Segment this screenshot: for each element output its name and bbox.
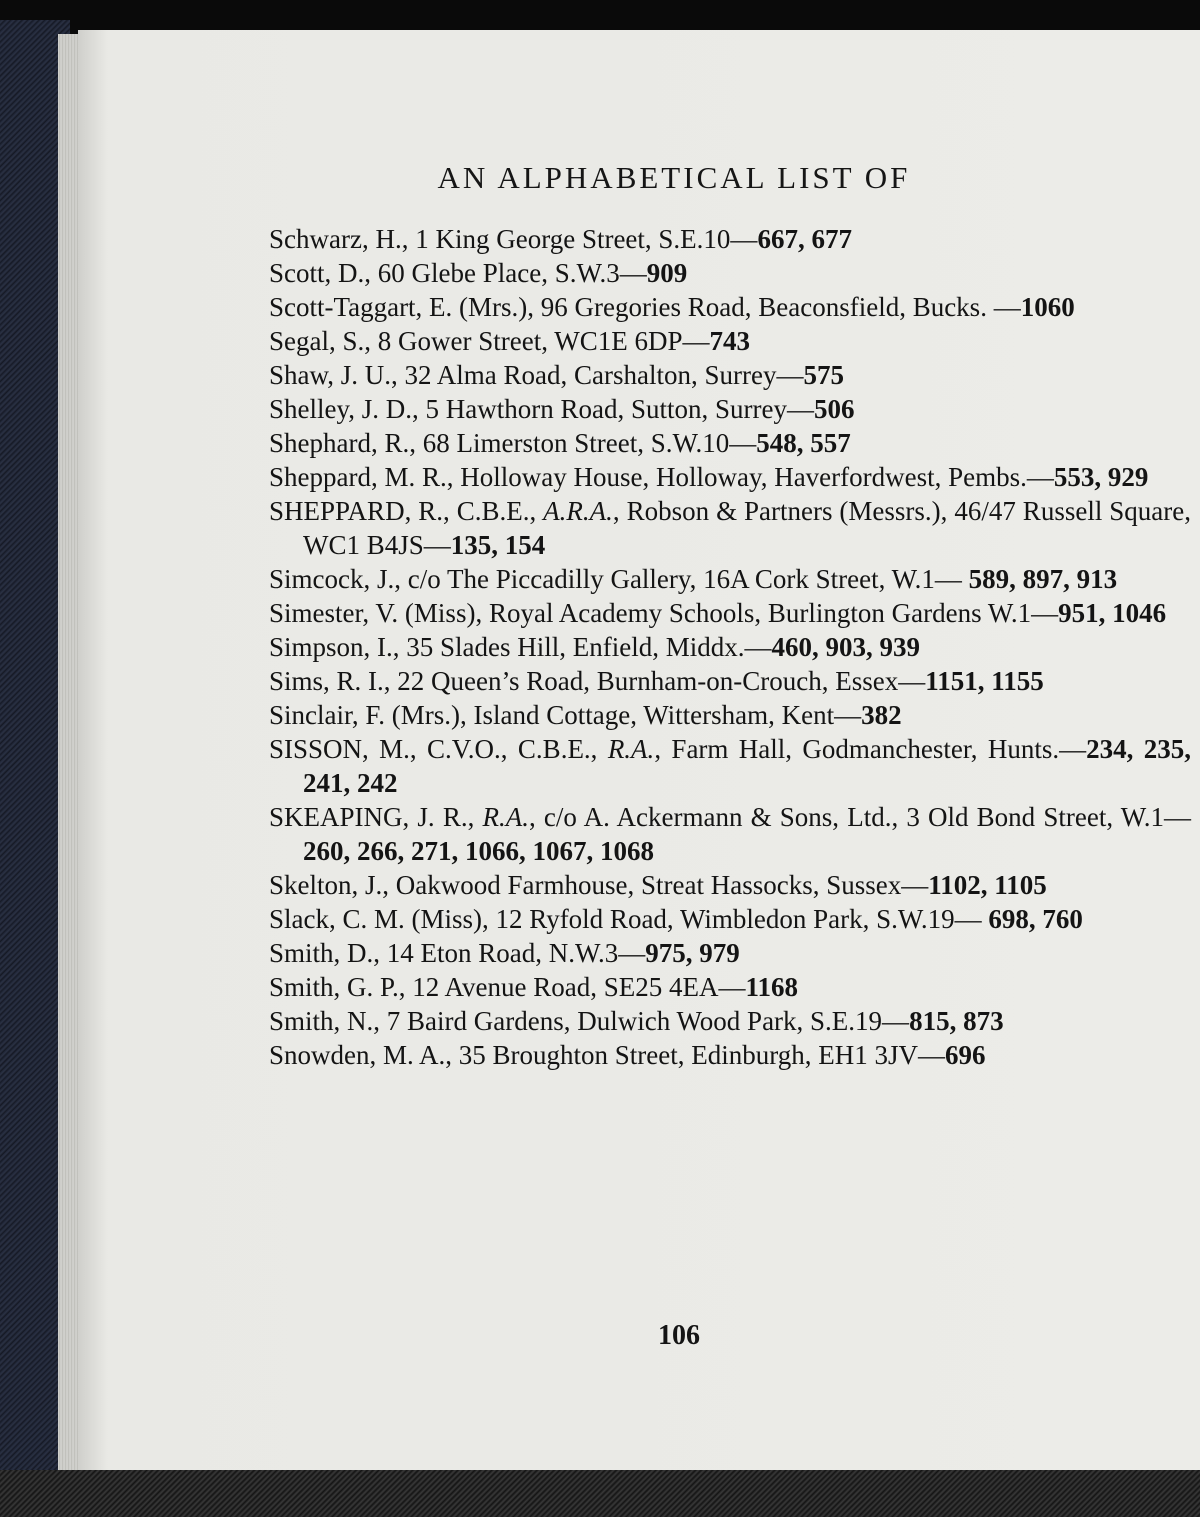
entry-address: Royal Academy Schools, Burlington Gardens W.1— <box>488 598 1059 628</box>
entry-address: 32 Alma Road, Carshalton, Surrey— <box>404 360 804 390</box>
entry-works: 975, 979 <box>645 938 740 968</box>
page-header: AN ALPHABETICAL LIST OF <box>437 160 911 195</box>
entry-name: Scott, D., <box>269 258 378 288</box>
list-item <box>269 358 1191 392</box>
entry-name: SHEPPARD, R., C.B.E., <box>269 496 544 526</box>
cover-bottom-edge <box>0 1470 1200 1517</box>
entry-title: R.A. <box>482 802 530 832</box>
entry-works: 460, 903, 939 <box>771 632 921 662</box>
entry-address: , c/o A. Ackermann & Sons, Ltd., 3 Old Bond Street, W.1— <box>529 802 1191 832</box>
entry-title: R.A. <box>607 734 655 764</box>
entry-name: Skelton, J., <box>269 870 396 900</box>
entry-works: 951, 1046 <box>1058 598 1167 628</box>
entry-address: 96 Gregories Road, Beaconsfield, Bucks. — <box>540 292 1021 322</box>
list-item <box>269 664 1191 698</box>
entry-address: c/o The Piccadilly Gallery, 16A Cork Street, W.1— <box>407 564 969 594</box>
page-number: 106 <box>658 1320 700 1351</box>
list-item <box>269 392 1191 426</box>
entry-address: 68 Limerston Street, S.W.10— <box>422 428 757 458</box>
entry-works: 135, 154 <box>450 530 546 560</box>
entry-works: 698, 760 <box>988 904 1083 934</box>
entry-name: Simester, V. (Miss), <box>269 598 489 628</box>
entry-name: Shaw, J. U., <box>269 360 405 390</box>
entry-works: 553, 929 <box>1053 462 1149 492</box>
entry-address: Island Cottage, Wittersham, Kent— <box>473 700 862 730</box>
entry-works: 1060 <box>1020 292 1075 322</box>
entry-name: Schwarz, H., <box>269 224 416 254</box>
entry-address: 7 Baird Gardens, Dulwich Wood Park, S.E.19— <box>386 1006 910 1036</box>
entry-name: SISSON, M., C.V.O., C.B.E., <box>269 734 608 764</box>
entry-title: A.R.A. <box>543 496 613 526</box>
entry-name: Simpson, I., <box>269 632 407 662</box>
entry-name: Sinclair, F. (Mrs.), <box>269 700 474 730</box>
entry-name: SKEAPING, J. R., <box>269 802 483 832</box>
list-item <box>269 324 1191 358</box>
entry-name: Shelley, J. D., <box>269 394 426 424</box>
entry-works: 589, 897, 913 <box>968 564 1118 594</box>
entry-address: Holloway House, Holloway, Haverfordwest, Pembs.— <box>460 462 1054 492</box>
entry-works: 260, 266, 271, 1066, 1067, 1068 <box>303 836 654 866</box>
entry-list <box>269 222 1191 1072</box>
entry-address: Oakwood Farmhouse, Streat Hassocks, Sussex— <box>395 870 929 900</box>
entry-works: 743 <box>709 326 750 356</box>
list-item <box>269 256 1191 290</box>
entry-works: 1168 <box>745 972 799 1002</box>
entry-name: Slack, C. M. (Miss), <box>269 904 496 934</box>
entry-name: Smith, G. P., <box>269 972 413 1002</box>
entry-name: Segal, S., <box>269 326 378 356</box>
list-item <box>269 1038 1191 1072</box>
list-item <box>269 460 1191 494</box>
list-item <box>269 290 1191 324</box>
entry-address: 22 Queen’s Road, Burnham-on-Crouch, Essex— <box>397 666 926 696</box>
entry-address: 60 Glebe Place, S.W.3— <box>377 258 647 288</box>
list-item <box>269 970 1191 1004</box>
entry-address: 1 King George Street, S.E.10— <box>415 224 758 254</box>
entry-works: 548, 557 <box>756 428 851 458</box>
list-item <box>269 800 1191 868</box>
entry-name: Smith, D., <box>269 938 387 968</box>
entry-works: 667, 677 <box>757 224 852 254</box>
entry-address: , Farm Hall, Godmanchester, Hunts.— <box>654 734 1087 764</box>
list-item <box>269 562 1191 596</box>
entry-works: 815, 873 <box>909 1006 1004 1036</box>
list-item <box>269 902 1191 936</box>
book-page <box>78 30 1200 1470</box>
entry-address: 5 Hawthorn Road, Sutton, Surrey— <box>425 394 814 424</box>
list-item <box>269 630 1191 664</box>
list-item <box>269 596 1191 630</box>
entry-name: Shephard, R., <box>269 428 423 458</box>
entry-address: 12 Avenue Road, SE25 4EA— <box>412 972 746 1002</box>
entry-name: Scott-Taggart, E. (Mrs.), <box>269 292 541 322</box>
entry-name: Snowden, M. A., <box>269 1040 459 1070</box>
entry-works: 506 <box>813 394 855 424</box>
entry-address: 12 Ryfold Road, Wimbledon Park, S.W.19— <box>495 904 989 934</box>
entry-name: Smith, N., <box>269 1006 387 1036</box>
entry-works: 382 <box>861 700 902 730</box>
list-item <box>269 222 1191 256</box>
list-item <box>269 426 1191 460</box>
entry-address: , Robson & Partners (Messrs.), 46/47 Russell Square, WC1 B4JS— <box>303 496 1191 560</box>
list-item <box>269 868 1191 902</box>
list-item <box>269 732 1191 800</box>
entry-works: 1151, 1155 <box>925 666 1044 696</box>
entry-works: 234, 235, 241, 242 <box>303 734 1191 798</box>
list-item <box>269 494 1191 562</box>
list-item <box>269 698 1191 732</box>
list-item <box>269 936 1191 970</box>
entry-name: Sheppard, M. R., <box>269 462 461 492</box>
entry-works: 1102, 1105 <box>928 870 1047 900</box>
entry-works: 909 <box>646 258 688 288</box>
entry-address: 8 Gower Street, WC1E 6DP— <box>377 326 710 356</box>
entry-works: 696 <box>945 1040 986 1070</box>
entry-works: 575 <box>803 360 844 390</box>
entry-address: 35 Slades Hill, Enfield, Middx.— <box>406 632 772 662</box>
entry-address: 35 Broughton Street, Edinburgh, EH1 3JV— <box>458 1040 945 1070</box>
entry-address: 14 Eton Road, N.W.3— <box>386 938 646 968</box>
list-item <box>269 1004 1191 1038</box>
entry-name: Sims, R. I., <box>269 666 398 696</box>
entry-name: Simcock, J., <box>269 564 408 594</box>
